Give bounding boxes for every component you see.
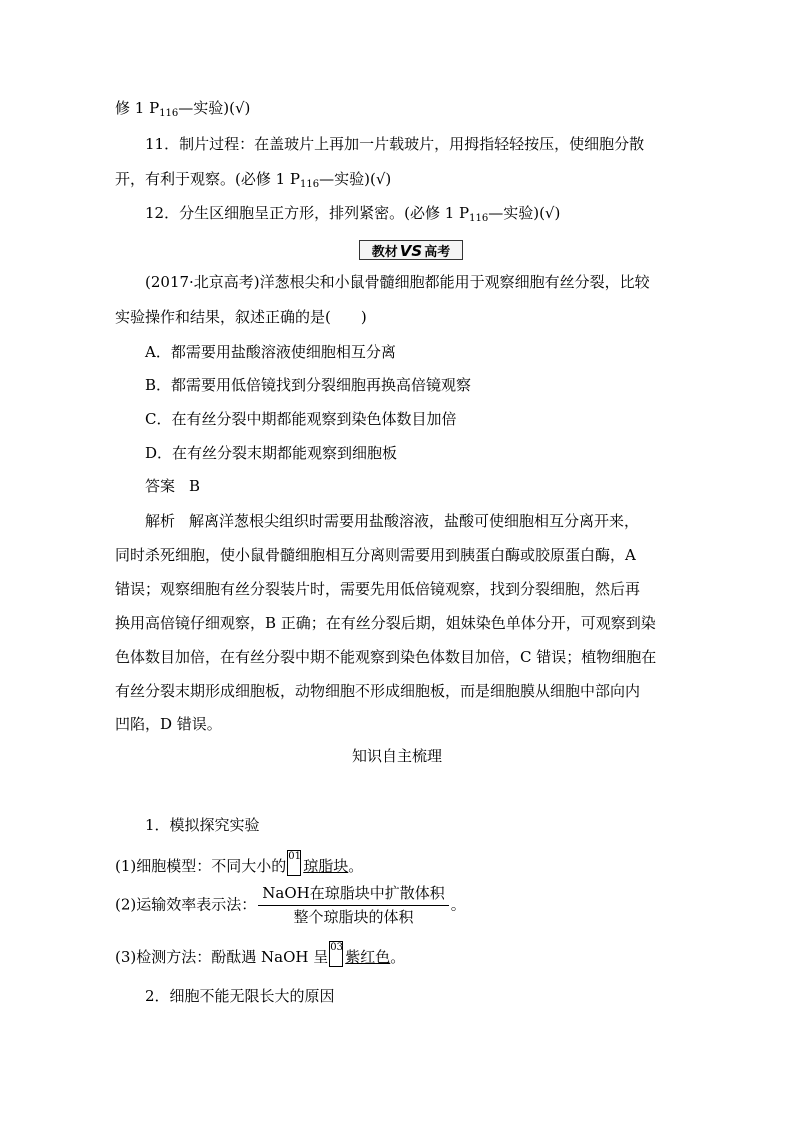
option-b: B．都需要用低倍镜找到分裂细胞再换高倍镜观察 [145, 376, 472, 394]
review-item-1 [115, 850, 363, 876]
option-c: C．在有丝分裂中期都能观察到染色体数目加倍 [145, 410, 457, 428]
text-span: —实验)(√) [178, 99, 251, 117]
blank-number: 01 [288, 851, 301, 862]
textbook-vs-exam-badge [359, 240, 463, 260]
analysis-text: 解离洋葱根尖组织时需要用盐酸溶液，盐酸可使细胞相互分离开来， [189, 512, 640, 530]
text-span: (1)细胞模型：不同大小的 [115, 857, 287, 875]
blank-answer: 紫红色 [345, 948, 391, 966]
option-a: A．都需要用盐酸溶液使细胞相互分离 [145, 343, 396, 361]
fraction-denominator: 整个琼脂块的体积 [293, 908, 414, 926]
text-span: 。 [348, 857, 364, 875]
answer-line [145, 476, 200, 496]
fraction-numerator: NaOH在琼脂块中扩散体积 [258, 884, 448, 906]
answer-label: 答案 [145, 477, 176, 495]
section-title: 知识自主梳理 [351, 747, 442, 765]
text-span: 修 1 P [115, 99, 160, 117]
analysis-line-7: 凹陷，D 错误。 [115, 715, 222, 733]
text-span: 。 [390, 948, 406, 966]
analysis-line-4: 换用高倍镜仔细观察，B 正确；在有丝分裂后期，姐妹染色单体分开，可观察到染 [115, 614, 656, 632]
analysis-line-5: 色体数目加倍，在有丝分裂中期不能观察到染色体数目加倍，C 错误；植物细胞在 [115, 648, 657, 666]
option-d: D．在有丝分裂末期都能观察到细胞板 [145, 444, 398, 462]
analysis-line-1 [145, 511, 639, 531]
analysis-label: 解析 [145, 512, 176, 530]
fill-blank-box [329, 941, 343, 967]
subscript: 116 [159, 108, 179, 119]
text-span: 。 [450, 895, 466, 914]
review-heading-2: 2．细胞不能无限长大的原因 [145, 987, 335, 1005]
subscript: 116 [300, 179, 320, 190]
efficiency-fraction [258, 884, 448, 927]
badge-left: 教材 [371, 245, 398, 260]
badge-vs: VS [399, 242, 423, 260]
fill-blank-box [287, 850, 301, 876]
analysis-line-3: 错误；观察细胞有丝分裂装片时，需要先用低倍镜观察，找到分裂细胞，然后再 [115, 580, 641, 598]
text-line-1 [115, 98, 250, 118]
analysis-line-6: 有丝分裂末期形成细胞板，动物细胞不形成细胞板，而是细胞膜从细胞中部向内 [115, 682, 641, 700]
text-span: 12．分生区细胞呈正方形，排列紧密。(必修 1 P [145, 204, 470, 222]
item-11-cont [115, 169, 391, 189]
subscript: 116 [469, 213, 489, 224]
answer-value: B [189, 477, 201, 495]
text-span: —实验)(√) [488, 204, 561, 222]
item-12 [145, 203, 560, 223]
review-item-2 [115, 884, 466, 927]
review-heading-1: 1．模拟探究实验 [145, 816, 260, 834]
text-span: (2)运输效率表示法： [115, 895, 257, 914]
analysis-line-2: 同时杀死细胞，使小鼠骨髓细胞相互分离则需要用到胰蛋白酶或胶原蛋白酶，A [115, 546, 636, 564]
text-span: (3)检测方法：酚酞遇 NaOH 呈 [115, 948, 329, 966]
text-span: 开，有利于观察。(必修 1 P [115, 170, 301, 188]
question-stem-2: 实验操作和结果，叙述正确的是( ) [115, 308, 367, 326]
blank-answer: 琼脂块 [303, 857, 349, 875]
text-span: —实验)(√) [319, 170, 392, 188]
blank-number: 03 [330, 942, 343, 953]
item-11: 11．制片过程：在盖玻片上再加一片载玻片，用拇指轻轻按压，使细胞分散 [145, 135, 645, 153]
badge-right: 高考 [424, 245, 451, 260]
review-item-3 [115, 941, 405, 967]
question-stem-1: (2017·北京高考)洋葱根尖和小鼠骨髓细胞都能用于观察细胞有丝分裂，比较 [145, 273, 650, 291]
